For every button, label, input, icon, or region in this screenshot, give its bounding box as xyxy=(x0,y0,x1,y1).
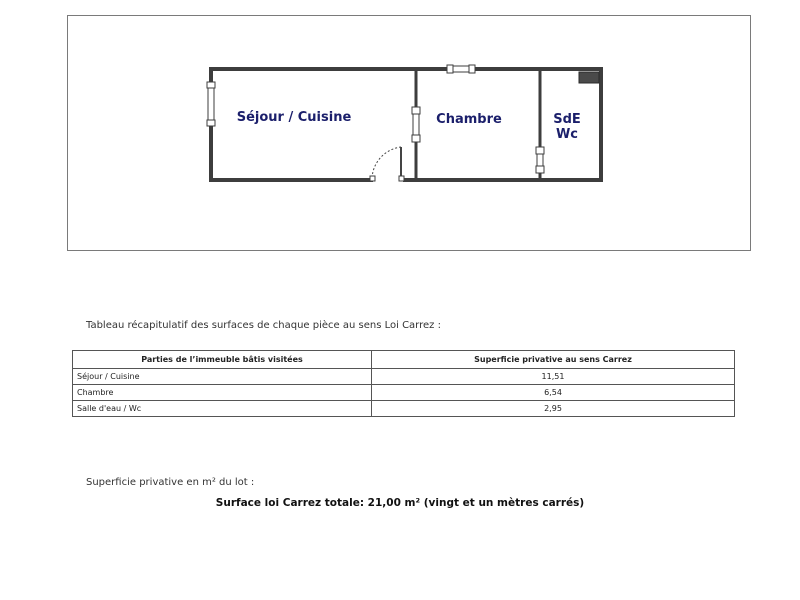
header-rooms: Parties de l’immeuble bâtis visitées xyxy=(73,351,372,369)
total-carrez-area: Surface loi Carrez totale: 21,00 m² (vingt et un mètres carrés) xyxy=(215,497,585,509)
table-row xyxy=(73,401,735,417)
room-label-wc: Wc xyxy=(555,127,579,142)
entrance-door-swing xyxy=(372,147,401,179)
window-left xyxy=(208,85,214,125)
header-area: Superficie privative au sens Carrez xyxy=(372,351,735,369)
room-area: 6,54 xyxy=(372,385,735,401)
lot-area-label: Superficie privative en m² du lot : xyxy=(86,477,255,488)
room-area: 2,95 xyxy=(372,401,735,417)
room-label-chambre: Chambre xyxy=(436,112,502,127)
table-header-row xyxy=(73,351,735,369)
floor-plan xyxy=(68,16,752,252)
water-heater xyxy=(579,72,599,83)
room-name: Chambre xyxy=(73,385,372,401)
room-name: Salle d'eau / Wc xyxy=(73,401,372,417)
room-name: Séjour / Cuisine xyxy=(73,369,372,385)
room-label-sde: SdE xyxy=(553,112,581,127)
floor-plan-frame xyxy=(67,15,751,251)
room-area: 11,51 xyxy=(372,369,735,385)
window-top xyxy=(452,66,470,72)
table-row xyxy=(73,369,735,385)
room-label-sejour: Séjour / Cuisine xyxy=(236,110,352,125)
table-caption: Tableau récapitulatif des surfaces de chaque pièce au sens Loi Carrez : xyxy=(86,320,441,331)
surfaces-table xyxy=(72,350,735,417)
table-row xyxy=(73,385,735,401)
